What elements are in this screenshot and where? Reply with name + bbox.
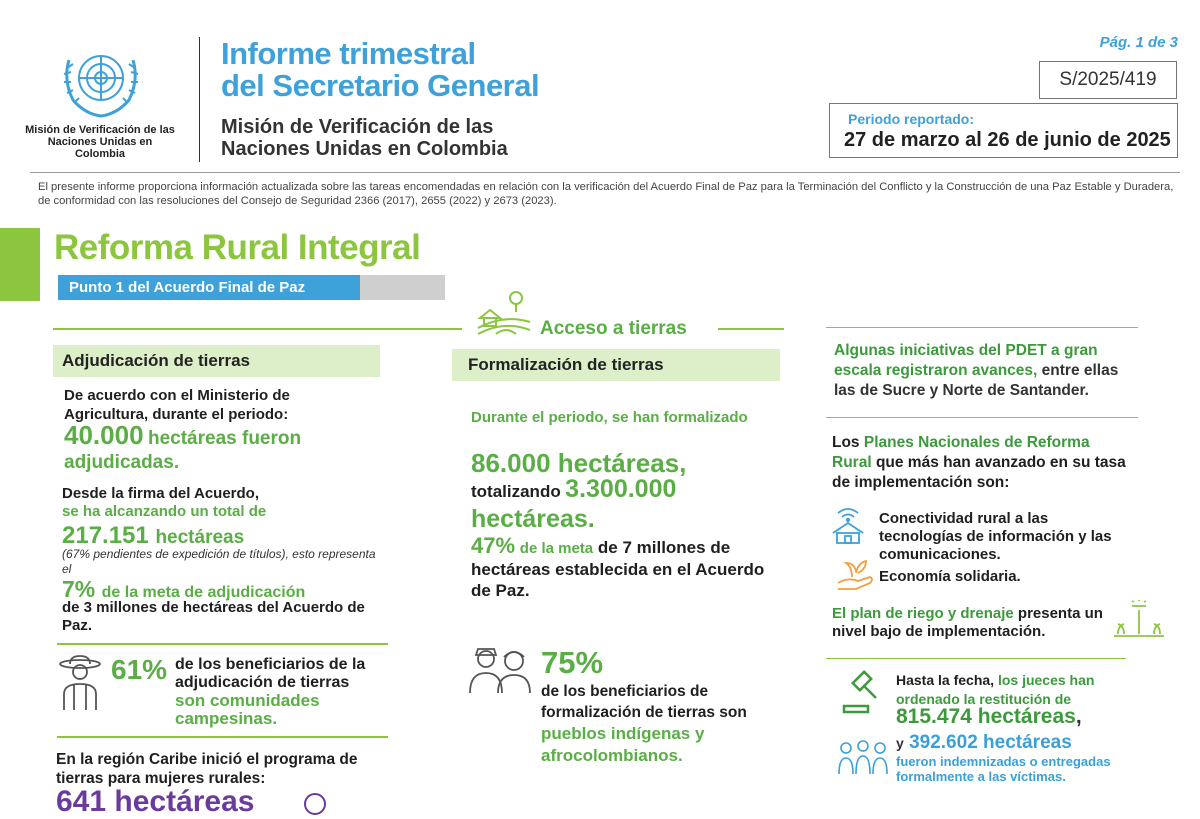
pueblos-text-b: pueblos indígenas y afrocolombianos. bbox=[541, 724, 705, 765]
meta-stat-value: 7% bbox=[62, 576, 96, 602]
formalizacion-stat-value: 86.000 hectáreas bbox=[471, 448, 680, 478]
crowd-icon bbox=[836, 738, 890, 778]
pdet-text-b: entre ellas las de Sucre y Norte de Santander. bbox=[834, 362, 1119, 399]
caribe-text: En la región Caribe inició el programa de tierras para mujeres rurales: bbox=[56, 751, 358, 787]
total-stat-text: hectáreas bbox=[155, 527, 245, 548]
restitucion-text bbox=[896, 671, 1156, 709]
woman-icon bbox=[300, 790, 330, 810]
pueblos-stat: 75% bbox=[541, 645, 604, 680]
formalizacion-total-dot: . bbox=[587, 505, 595, 533]
report-title-line2: del Secretario General bbox=[221, 68, 540, 103]
total-stat-value: 217.151 bbox=[62, 522, 149, 549]
caribe-stat: 641 hectáreas bbox=[56, 785, 255, 818]
report-title-line1: Informe trimestral bbox=[221, 36, 476, 71]
total-stat bbox=[62, 522, 244, 550]
intro-text: El presente informe proporciona información actualizada sobre las tareas encomendadas en relación con la verificación del Acuerdo Final de Paz para la Terminación del Conflicto y la Construcción de una Paz Estable y Duradera, de conformidad con las resoluciones del Consejo de Seguridad 2366 (2017), 2655 (2022) y 2673 (2023). bbox=[38, 181, 1174, 207]
campesinos-stat: 61% bbox=[111, 654, 168, 685]
section-tab bbox=[0, 228, 40, 301]
restitucion-stat-value: 815.474 hectáreas bbox=[896, 705, 1076, 728]
period-label: Periodo reportado: bbox=[848, 111, 975, 127]
formalizacion-total-text: totalizando bbox=[471, 482, 561, 501]
adjudicacion-stat bbox=[64, 420, 384, 475]
restitucion-stat bbox=[896, 705, 1082, 729]
formalizacion-intro: Durante el periodo, se han formalizado bbox=[471, 409, 748, 426]
sprinkler-icon bbox=[1112, 600, 1166, 640]
campesinos-text-a: de los beneficiarios de la adjudicación de tierras bbox=[175, 656, 366, 691]
subtitle-bar bbox=[58, 275, 445, 300]
plan-item-connectivity: Conectividad rural a las tecnologías de información y las comunicaciones. bbox=[879, 510, 1112, 563]
un-emblem-icon bbox=[55, 40, 147, 120]
restitucion-text-a: Hasta la fecha, bbox=[896, 672, 995, 688]
indemnizacion-text: fueron indemnizadas o entregadas formalmente a las víctimas. bbox=[896, 754, 1111, 784]
people-icon bbox=[466, 647, 534, 695]
pueblos-text bbox=[541, 681, 771, 767]
gavel-icon bbox=[840, 672, 884, 716]
total-intro-a: Desde la firma del Acuerdo, bbox=[62, 485, 260, 502]
restitucion-text-b: los jueces han ordenado la restitución de bbox=[896, 672, 1095, 707]
section-title: Reforma Rural Integral bbox=[54, 228, 421, 267]
formalizacion-total-value: 3.300.000 hectáreas bbox=[471, 475, 677, 533]
total-intro bbox=[62, 485, 382, 521]
formalizacion-meta-text: de 7 millones de hectáreas establecida en el Acuerdo de Paz. bbox=[471, 538, 765, 600]
campesinos-text bbox=[175, 656, 390, 728]
riego-text bbox=[832, 605, 1122, 641]
page-number: Pág. 1 de 3 bbox=[1099, 34, 1178, 51]
stat-value: 40.000 bbox=[64, 420, 144, 450]
total-intro-b: se ha alcanzando un total de bbox=[62, 503, 267, 520]
total-note: (67% pendientes de expedición de títulos), esto representa el bbox=[62, 547, 376, 576]
period-value: 27 de marzo al 26 de junio de 2025 bbox=[844, 129, 1171, 151]
mission-line1: Misión de Verificación de las bbox=[221, 116, 494, 138]
divider bbox=[826, 327, 1138, 328]
planes-text-b: Planes Nacionales de Reforma Rural bbox=[832, 434, 1090, 471]
formalizacion-heading: Formalización de tierras bbox=[452, 349, 780, 381]
document-id: S/2025/419 bbox=[1039, 61, 1177, 99]
acceso-rule-right bbox=[718, 328, 784, 330]
period-box bbox=[829, 103, 1178, 158]
logo-caption: Misión de Verificación de las Naciones Unidas en Colombia bbox=[25, 124, 175, 160]
formalizacion-meta-value: 47% bbox=[471, 533, 516, 558]
campesinos-text-b: son comunidades campesinas. bbox=[175, 691, 320, 728]
divider bbox=[826, 417, 1138, 418]
planes-text bbox=[832, 433, 1132, 493]
restitucion-stat-comma: , bbox=[1075, 705, 1082, 728]
header-rule bbox=[30, 172, 1180, 173]
formalizacion-total bbox=[471, 476, 771, 536]
divider bbox=[57, 643, 388, 645]
adjudicacion-heading: Adjudicación de tierras bbox=[53, 345, 380, 377]
formalizacion-meta bbox=[471, 535, 771, 601]
indemnizacion-stat-value: 392.602 hectáreas bbox=[909, 732, 1072, 753]
meta-detail: de 3 millones de hectáreas del Acuerdo de Paz. bbox=[62, 599, 365, 634]
pueblos-text-a: de los beneficiarios de formalización de tierras son bbox=[541, 683, 747, 721]
stat-text: hectáreas fueron adjudicadas. bbox=[64, 428, 302, 473]
farm-icon bbox=[476, 288, 532, 336]
plan-item-economia: Economía solidaria. bbox=[879, 568, 1021, 585]
adjudicacion-intro: De acuerdo con el Ministerio de Agricultura, durante el periodo: bbox=[64, 387, 290, 423]
mission-name bbox=[221, 116, 508, 160]
riego-text-a: El plan de riego y drenaje bbox=[832, 605, 1014, 622]
wifi-house-icon bbox=[830, 505, 866, 545]
formalizacion-stat-comma: , bbox=[679, 448, 687, 478]
divider bbox=[57, 736, 388, 738]
formalizacion-meta-label: de la meta bbox=[519, 540, 594, 557]
pdet-text bbox=[834, 341, 1144, 401]
planes-text-c: que más han avanzado en su tasa de implementación son: bbox=[832, 454, 1126, 491]
farmer-icon bbox=[56, 654, 104, 712]
mission-line2: Naciones Unidas en Colombia bbox=[221, 138, 508, 160]
hand-plant-icon bbox=[836, 557, 876, 591]
meta-stat-text: de la meta de adjudicación bbox=[101, 584, 306, 601]
riego-text-b: presenta un nivel bajo de implementación. bbox=[832, 605, 1103, 640]
acceso-label: Acceso a tierras bbox=[540, 318, 687, 339]
subtitle-label: Punto 1 del Acuerdo Final de Paz bbox=[58, 275, 360, 300]
acceso-rule-left bbox=[53, 328, 462, 330]
divider bbox=[826, 658, 1126, 659]
indemnizacion-stat-y: y bbox=[896, 735, 904, 751]
pdet-text-a: Algunas iniciativas del PDET a gran escala registraron avances, bbox=[834, 342, 1098, 379]
planes-text-a: Los bbox=[832, 434, 860, 451]
header-divider bbox=[199, 37, 200, 162]
report-title bbox=[221, 38, 539, 102]
indemnizacion-stat bbox=[896, 732, 1072, 754]
